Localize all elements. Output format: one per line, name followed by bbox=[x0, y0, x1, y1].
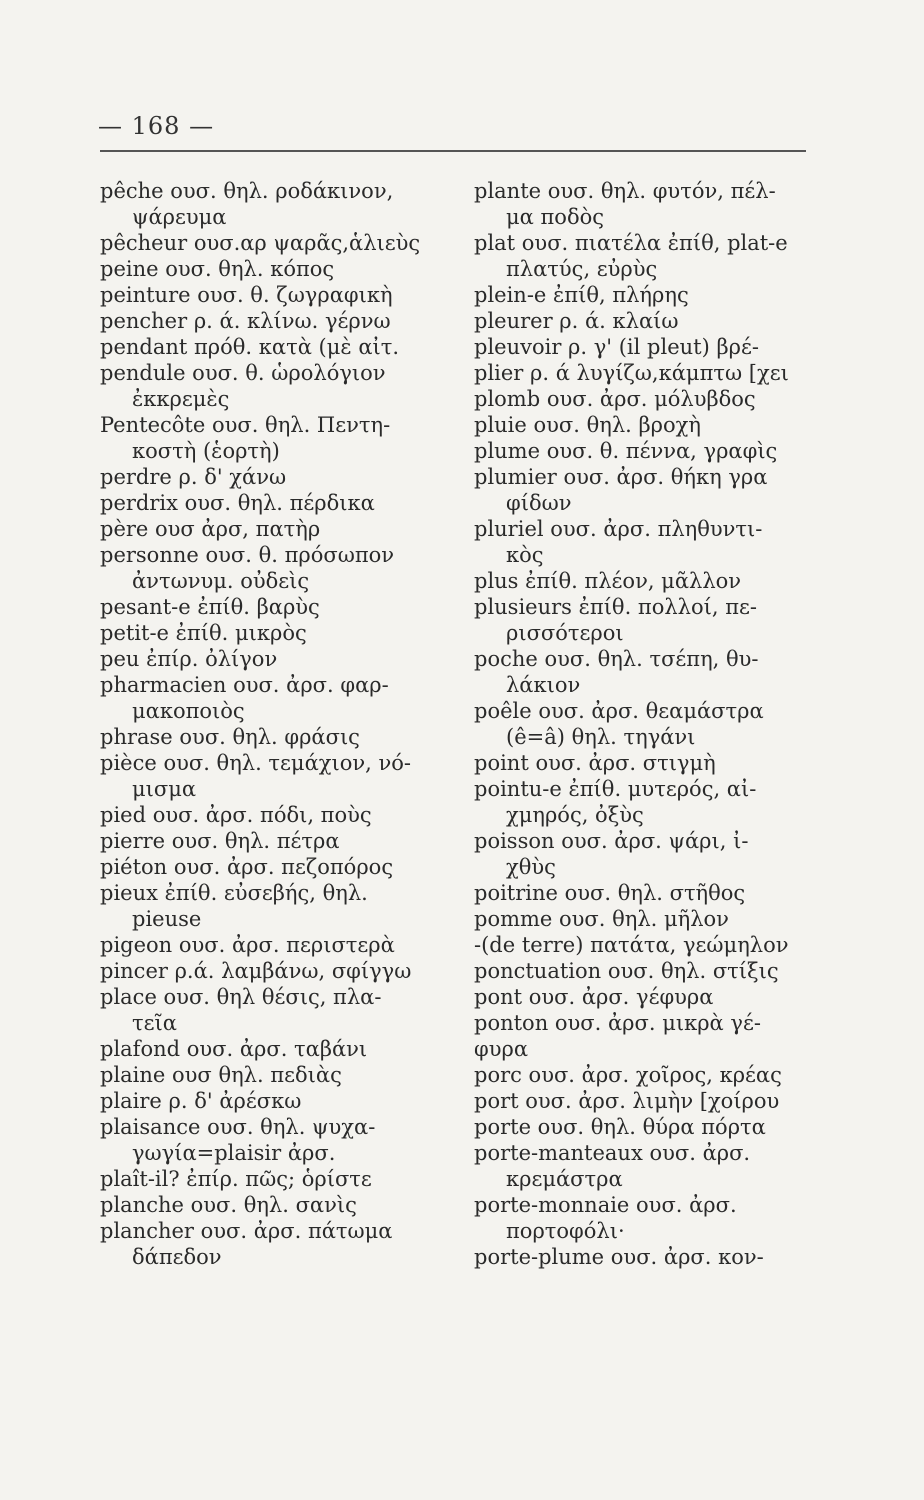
dictionary-entry: peinture ουσ. θ. ζωγραφικὴ bbox=[100, 283, 393, 307]
dictionary-entry: pleurer ρ. ά. κλαίω bbox=[474, 309, 679, 333]
dictionary-entry: poche ουσ. θηλ. τσέπη, θυ- bbox=[474, 647, 759, 671]
entry-continuation: μα ποδὸς bbox=[506, 205, 604, 229]
entry-continuation: κοστὴ (ἑορτὴ) bbox=[132, 439, 280, 463]
dictionary-entry: plume ουσ. θ. πέννα, γραφὶς bbox=[474, 439, 778, 463]
dictionary-entry: petit-e ἐπίθ. μικρὸς bbox=[100, 621, 307, 645]
dictionary-entry: plein-e ἐπίθ, πλήρης bbox=[474, 283, 689, 307]
dictionary-entry: pied ουσ. ἀρσ. πόδι, ποὺς bbox=[100, 803, 372, 827]
dictionary-entry: pharmacien ουσ. ἀρσ. φαρ- bbox=[100, 673, 389, 697]
entry-continuation: γωγία=plaisir ἀρσ. bbox=[132, 1141, 336, 1165]
dictionary-entry: plaît-il? ἐπίρ. πῶς; ὁρίστε bbox=[100, 1167, 372, 1191]
header-rule bbox=[100, 150, 806, 152]
dictionary-entry: -(de terre) πατάτα, γεώμηλον bbox=[474, 933, 789, 957]
dictionary-entry: personne ουσ. θ. πρόσωπον bbox=[100, 543, 395, 567]
dictionary-entry: porte-manteaux ουσ. ἀρσ. bbox=[474, 1141, 751, 1165]
dictionary-entry: pluriel ουσ. ἀρσ. πληθυντι- bbox=[474, 517, 763, 541]
entry-continuation: φίδων bbox=[506, 491, 572, 515]
dictionary-entry: pieux ἐπίθ. εὐσεβής, θηλ. bbox=[100, 881, 368, 905]
entry-continuation: πορτοφόλι· bbox=[506, 1219, 625, 1243]
dictionary-entry: piéton ουσ. ἀρσ. πεζοπόρος bbox=[100, 855, 394, 879]
dictionary-entry: pointu-e ἐπίθ. μυτερός, αἰ- bbox=[474, 777, 757, 801]
entry-continuation: ρισσότεροι bbox=[506, 621, 624, 645]
dictionary-entry: ponton ουσ. ἀρσ. μικρὰ γέ- bbox=[474, 1011, 761, 1035]
entry-continuation: pieuse bbox=[132, 907, 202, 931]
dictionary-entry: point ουσ. ἀρσ. στιγμὴ bbox=[474, 751, 716, 775]
dictionary-entry: plafond ουσ. ἀρσ. ταβάνι bbox=[100, 1037, 368, 1061]
entry-continuation: μισμα bbox=[132, 777, 197, 801]
entry-continuation: χμηρός, ὀξὺς bbox=[506, 803, 644, 827]
dictionary-entry: porte-plume ουσ. ἀρσ. κον- bbox=[474, 1245, 764, 1269]
dictionary-entry: pêcheur ουσ.αρ ψαρᾶς,ἁλιεὺς bbox=[100, 231, 421, 255]
page-number: — 168 — bbox=[98, 112, 215, 140]
dictionary-entry: pendule ουσ. θ. ὡρολόγιον bbox=[100, 361, 386, 385]
left-column bbox=[100, 178, 460, 1270]
entry-continuation: κρεμάστρα bbox=[506, 1167, 623, 1191]
dictionary-entry: poêle ουσ. ἀρσ. θεαμάστρα bbox=[474, 699, 764, 723]
entry-continuation: ἀντωνυμ. οὐδεὶς bbox=[132, 569, 310, 593]
entry-continuation: ἐκκρεμὲς bbox=[132, 387, 230, 411]
dictionary-entry: plusieurs ἐπίθ. πολλοί, πε- bbox=[474, 595, 757, 619]
dictionary-entry: pièce ουσ. θηλ. τεμάχιον, νό- bbox=[100, 751, 411, 775]
dictionary-entry: port ουσ. ἀρσ. λιμὴν [χοίρου bbox=[474, 1089, 780, 1113]
dictionary-entry: plaire ρ. δ' ἀρέσκω bbox=[100, 1089, 302, 1113]
dictionary-entry: peine ουσ. θηλ. κόπος bbox=[100, 257, 335, 281]
dictionary-entry: pluie ουσ. θηλ. βροχὴ bbox=[474, 413, 701, 437]
dictionary-entry: plomb ουσ. ἀρσ. μόλυβδος bbox=[474, 387, 756, 411]
entry-continuation: πλατύς, εὐρὺς bbox=[506, 257, 658, 281]
dictionary-entry: ponctuation ουσ. θηλ. στίξις bbox=[474, 959, 779, 983]
dictionary-entry: porte ουσ. θηλ. θύρα πόρτα bbox=[474, 1115, 766, 1139]
dictionary-entry: perdrix ουσ. θηλ. πέρδικα bbox=[100, 491, 375, 515]
dictionary-entry: plat ουσ. πιατέλα ἐπίθ, plat-e bbox=[474, 231, 788, 255]
entry-continuation: λάκιον bbox=[506, 673, 581, 697]
dictionary-entry: pont ουσ. ἀρσ. γέφυρα bbox=[474, 985, 714, 1009]
entry-continuation: ψάρευμα bbox=[132, 205, 227, 229]
right-column bbox=[474, 178, 819, 1270]
dictionary-entry: pêche ουσ. θηλ. ροδάκινον, bbox=[100, 179, 394, 203]
dictionary-entry: φυρα bbox=[474, 1037, 528, 1061]
dictionary-entry: pincer ρ.ά. λαμβάνω, σφίγγω bbox=[100, 959, 412, 983]
dictionary-entry: poisson ουσ. ἀρσ. ψάρι, ἰ- bbox=[474, 829, 749, 853]
dictionary-entry: pencher ρ. ά. κλίνω. γέρνω bbox=[100, 309, 391, 333]
entry-continuation: τεῖα bbox=[132, 1011, 177, 1035]
dictionary-entry: plante ουσ. θηλ. φυτόν, πέλ- bbox=[474, 179, 776, 203]
dictionary-entry: pomme ουσ. θηλ. μῆλον bbox=[474, 907, 729, 931]
dictionary-entry: plumier ουσ. ἀρσ. θήκη γρα bbox=[474, 465, 768, 489]
entry-continuation: μακοποιὸς bbox=[132, 699, 245, 723]
dictionary-entry: Pentecôte ουσ. θηλ. Πεντη- bbox=[100, 413, 391, 437]
dictionary-entry: pendant πρόθ. κατὰ (μὲ αἰτ. bbox=[100, 335, 400, 359]
dictionary-entry: pleuvoir ρ. γ' (il pleut) βρέ- bbox=[474, 335, 759, 359]
dictionary-entry: pierre ουσ. θηλ. πέτρα bbox=[100, 829, 340, 853]
dictionary-entry: pesant-e ἐπίθ. βαρὺς bbox=[100, 595, 320, 619]
dictionary-entry: plus ἐπίθ. πλέον, μᾶλλον bbox=[474, 569, 742, 593]
dictionary-entry: plaisance ουσ. θηλ. ψυχα- bbox=[100, 1115, 376, 1139]
dictionary-entry: poitrine ουσ. θηλ. στῆθος bbox=[474, 881, 746, 905]
dictionary-entry: porc ουσ. ἀρσ. χοῖρος, κρέας bbox=[474, 1063, 782, 1087]
dictionary-entry: place ουσ. θηλ θέσις, πλα- bbox=[100, 985, 382, 1009]
dictionary-entry: peu ἐπίρ. ὀλίγον bbox=[100, 647, 278, 671]
entry-continuation: χθὺς bbox=[506, 855, 556, 879]
dictionary-entry: père ουσ ἀρσ, πατὴρ bbox=[100, 517, 321, 541]
entry-continuation: (ê=â) θηλ. τηγάνι bbox=[506, 725, 696, 749]
dictionary-entry: pigeon ουσ. ἀρσ. περιστερὰ bbox=[100, 933, 395, 957]
dictionary-entry: plancher ουσ. ἀρσ. πάτωμα bbox=[100, 1219, 393, 1243]
dictionary-entry: plaine ουσ θηλ. πεδιὰς bbox=[100, 1063, 342, 1087]
dictionary-entry: porte-monnaie ουσ. ἀρσ. bbox=[474, 1193, 737, 1217]
dictionary-entry: perdre ρ. δ' χάνω bbox=[100, 465, 287, 489]
entry-continuation: δάπεδον bbox=[132, 1245, 222, 1269]
entry-continuation: κὸς bbox=[506, 543, 544, 567]
dictionary-entry: planche ουσ. θηλ. σανὶς bbox=[100, 1193, 357, 1217]
dictionary-entry: plier ρ. ά λυγίζω,κάμπτω [χει bbox=[474, 361, 789, 385]
dictionary-entry: phrase ουσ. θηλ. φράσις bbox=[100, 725, 360, 749]
